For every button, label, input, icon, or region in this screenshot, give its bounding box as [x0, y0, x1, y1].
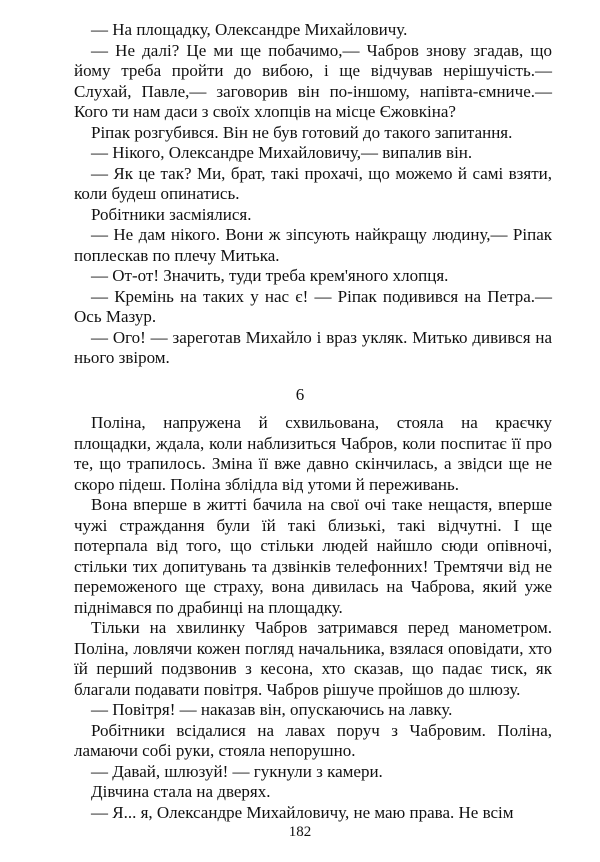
- paragraph: — Нікого, Олександре Михайловичу,— випалив він.: [91, 143, 473, 162]
- top-text-block: [74, 20, 552, 369]
- paragraph: Вона вперше в житті бачила на свої очі таке нещастя, вперше чужі страждання були їй такі близькі, такі відчутні. І ще потерпала від того, що стільки людей найшло сюди опівночі, стільки тих допитувань та дзвінків телефонних! Тремтячи від не переможеного ще страху, вона дивилась на Чаброва, який уже піднімався по драбинці на площадку.: [74, 495, 552, 617]
- paragraph: — Повітря! — наказав він, опускаючись на лавку.: [91, 700, 453, 719]
- paragraph: — От-от! Значить, туди треба крем'яного хлопця.: [91, 266, 449, 285]
- paragraph: Робітники засміялися.: [91, 204, 252, 224]
- paragraph: Дівчина стала на дверях.: [91, 782, 271, 801]
- paragraph: — Не далі? Це ми ще побачимо,— Чабров знову згадав, що йому треба пройти до вибою, і ще відчував нерішучість.— Слухай, Павле,— заговорив він по-іншому, напівта-ємниче.— Кого ти нам даси з своїх хлопців на місце Єжовкіна?: [74, 40, 552, 121]
- paragraph: — Не дам нікого. Вони ж зіпсують найкращу людину,— Ріпак поплескав по плечу Митька.: [74, 225, 552, 265]
- paragraph: — Як це так? Ми, брат, такі прохачі, що можемо й самі взяти, коли будеш опинатись.: [74, 163, 552, 203]
- page-number: 182: [288, 824, 312, 840]
- paragraph: — Давай, шлюзуй! — гукнули з камери.: [91, 761, 383, 781]
- paragraph: Ріпак розгубився. Він не був готовий до такого запитання.: [91, 122, 513, 142]
- paragraph: — Я... я, Олександре Михайловичу, не маю права. Не всім: [91, 802, 514, 822]
- chapter-number: 6: [295, 385, 305, 404]
- bottom-text-block: [74, 413, 552, 823]
- paragraph: — Ого! — зареготав Михайло і враз укляк. Митько дивився на нього звіром.: [74, 327, 552, 367]
- paragraph: — Кремінь на таких у нас є! — Ріпак подивився на Петра.— Ось Мазур.: [74, 286, 552, 326]
- paragraph: Тільки на хвилинку Чабров затримався перед манометром. Поліна, ловлячи кожен погляд начальника, взялася оповідати, хто їй перший подзвонив з кесона, хто сказав, що падає тиск, як благали подавати повітря. Чабров рішуче пройшов до шлюзу.: [74, 618, 552, 699]
- paragraph: Поліна, напружена й схвильована, стояла на краєчку площадки, ждала, коли наблизиться Чабров, коли поспитає її про те, що трапилось. Зміна її вже давно скінчилась, а звідси ще не скоро підеш. Поліна зблідла від утоми й переживань.: [74, 413, 552, 494]
- paragraph: — На площадку, Олександре Михайловичу.: [91, 20, 408, 39]
- paragraph: Робітники всідалися на лавах поруч з Чабровим. Поліна, ламаючи собі руки, стояла непорушно.: [74, 720, 552, 760]
